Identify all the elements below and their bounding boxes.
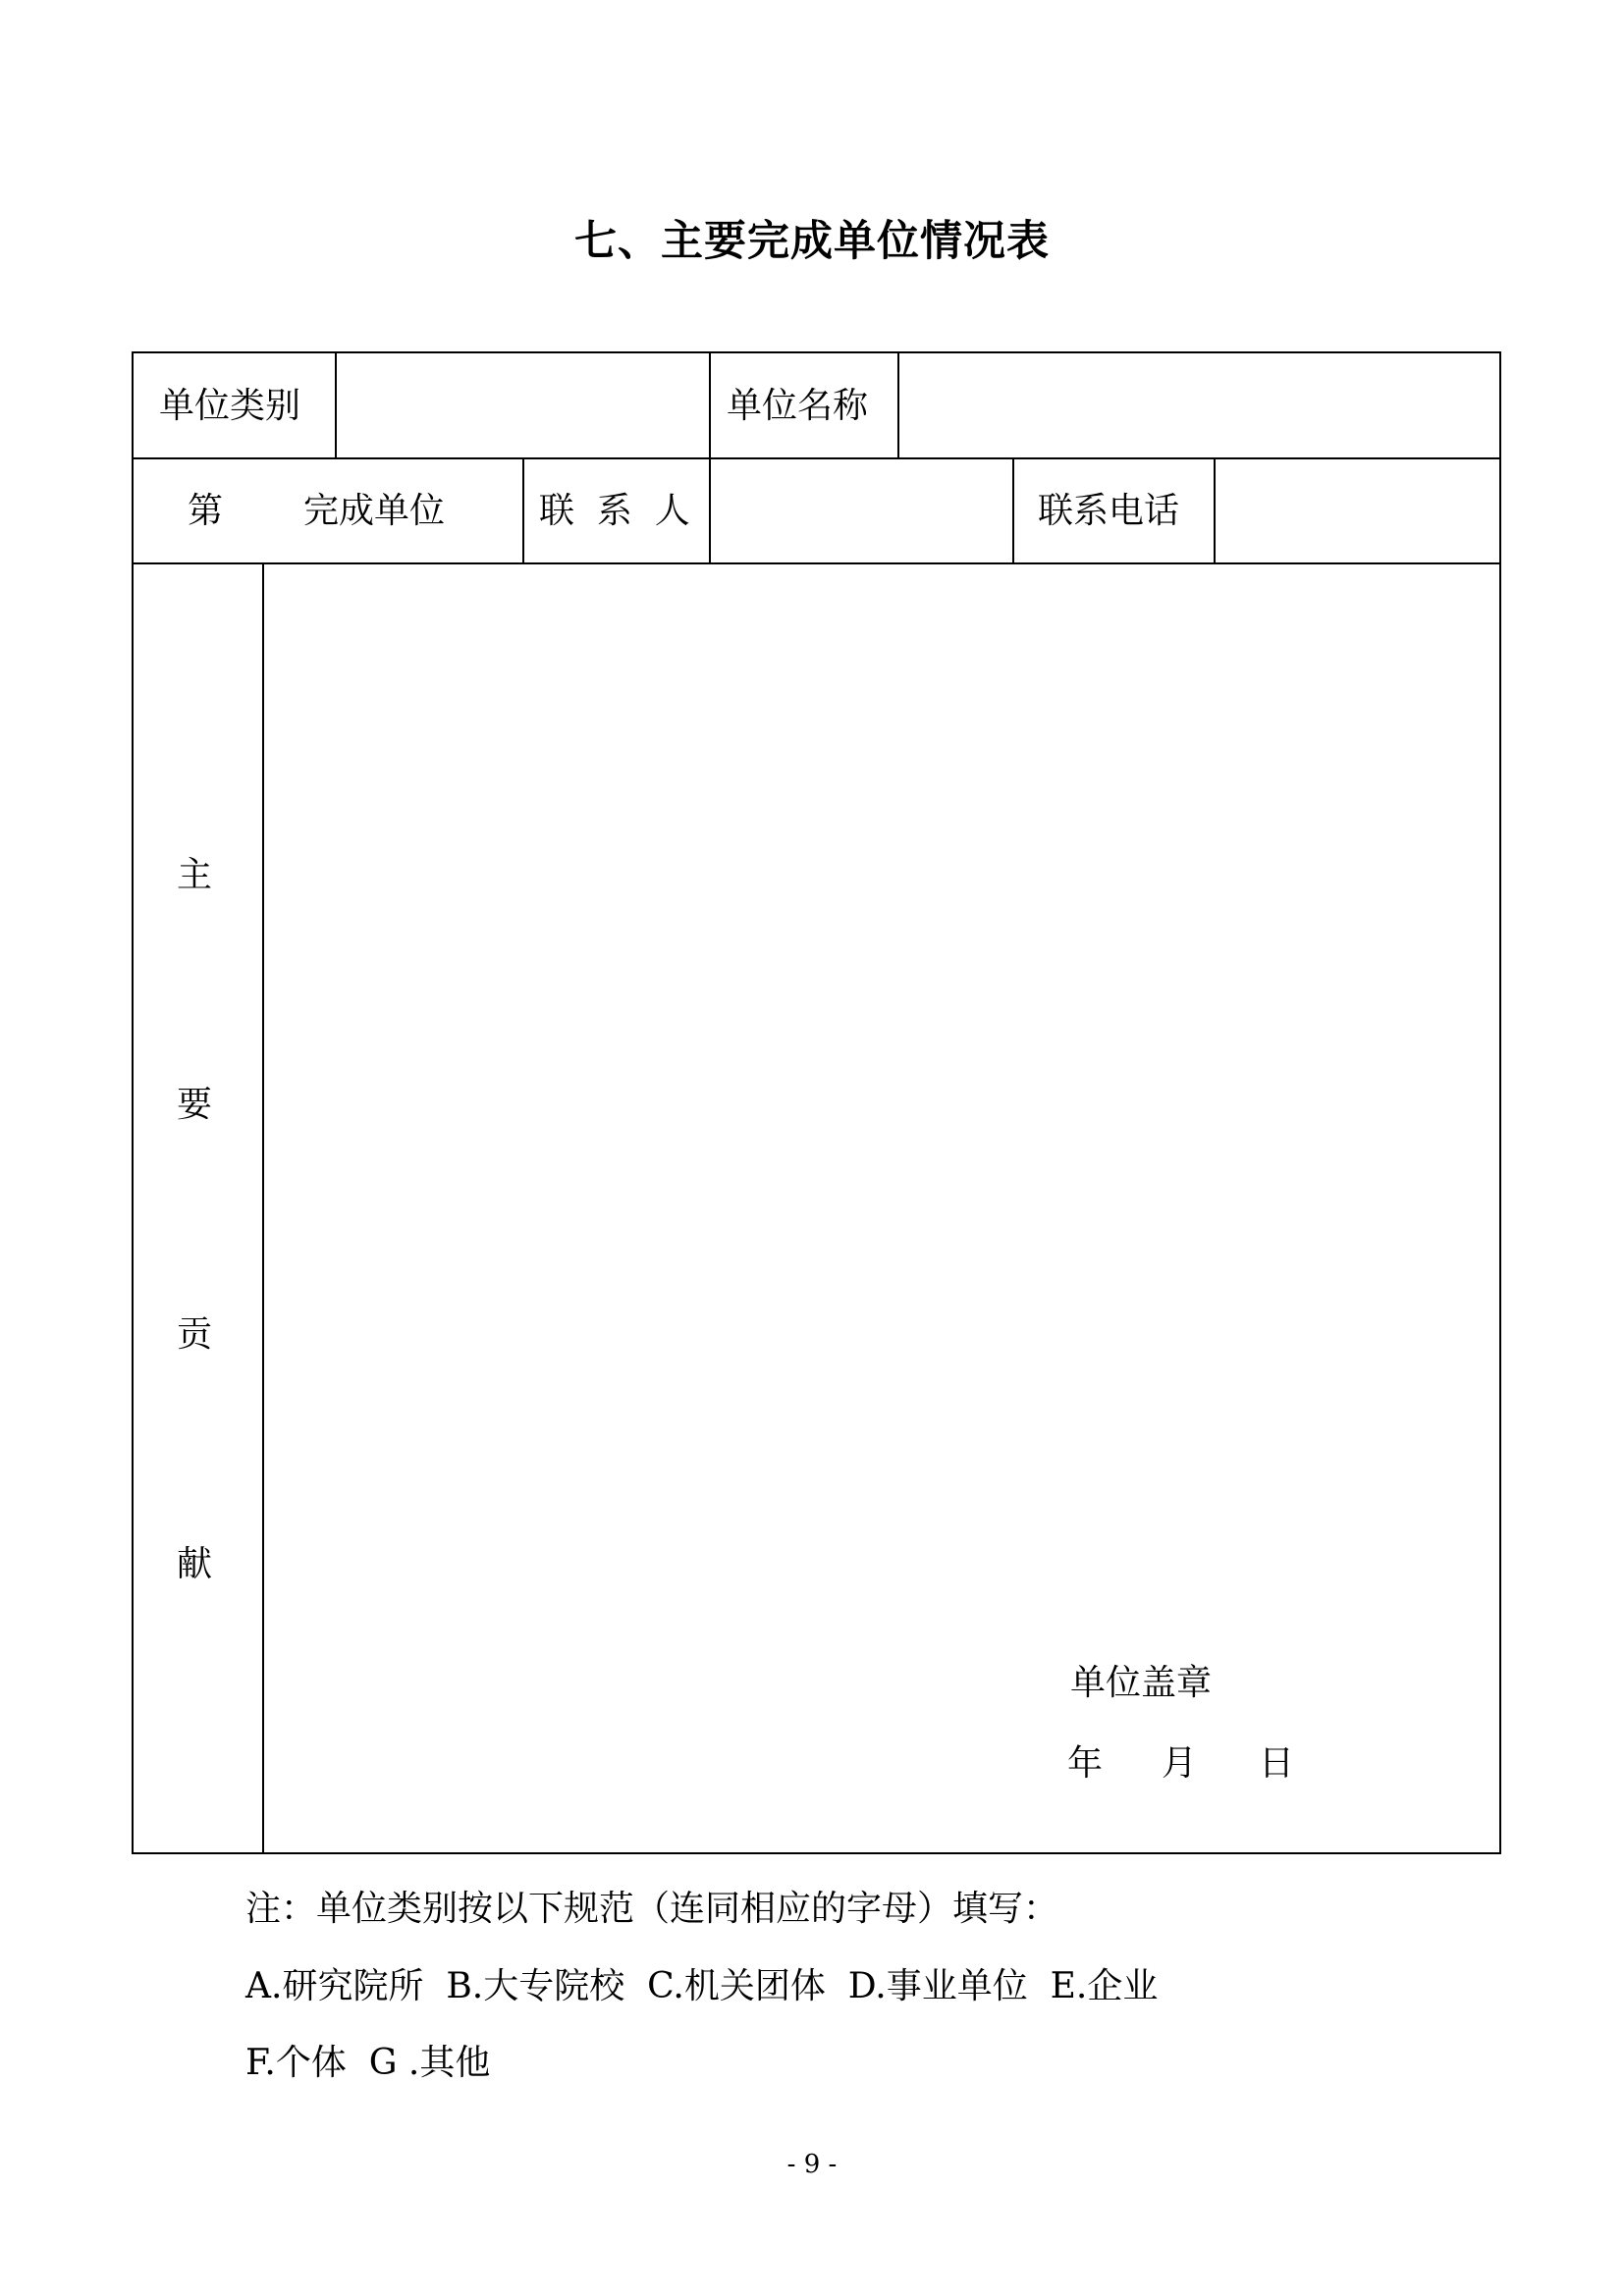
date-month-label: 月: [1162, 1743, 1198, 1784]
row-divider-1: [134, 457, 1499, 459]
note-line-3: F.个体 G .其他: [245, 2043, 491, 2083]
contact-person-field[interactable]: [727, 492, 997, 531]
date-year-label: 年: [1067, 1743, 1104, 1784]
unit-seal-label: 单位盖章: [1070, 1663, 1213, 1703]
contribution-side-char: 要: [177, 1085, 213, 1125]
col-divider: [897, 353, 899, 458]
contribution-side-char: 主: [177, 855, 213, 895]
unit-info-table: [132, 351, 1501, 1854]
contact-person-label: 联 系 人: [539, 491, 690, 531]
col-divider: [709, 353, 711, 458]
col-divider: [522, 458, 524, 563]
contribution-side-char: 献: [177, 1544, 213, 1584]
page-number: - 9 -: [786, 2150, 838, 2179]
unit-category-label: 单位类别: [159, 386, 301, 426]
unit-category-field[interactable]: [350, 387, 693, 426]
contact-phone-field[interactable]: [1231, 492, 1487, 531]
rank-suffix: 完成单位: [303, 491, 446, 531]
col-divider: [335, 353, 337, 458]
row-divider-2: [134, 562, 1499, 564]
rank-prefix: 第: [188, 491, 224, 531]
note-line-2: A.研究院所 B.大专院校 C.机关团体 D.事业单位 E.企业: [245, 1966, 1159, 2006]
unit-name-field[interactable]: [914, 387, 1484, 426]
contribution-side-char: 贡: [177, 1314, 213, 1355]
note-line-1: 注：单位类别按以下规范（连同相应的字母）填写：: [245, 1889, 1059, 1929]
contribution-content-area[interactable]: [281, 584, 1479, 1821]
col-divider: [262, 563, 264, 1852]
contact-phone-label: 联系电话: [1038, 491, 1180, 531]
col-divider: [1214, 458, 1216, 563]
date-day-label: 日: [1259, 1743, 1295, 1784]
col-divider: [709, 458, 711, 563]
col-divider: [1012, 458, 1014, 563]
unit-name-label: 单位名称: [727, 386, 869, 426]
rank-field[interactable]: [228, 492, 297, 531]
page-title: 七、主要完成单位情况表: [574, 217, 1050, 266]
